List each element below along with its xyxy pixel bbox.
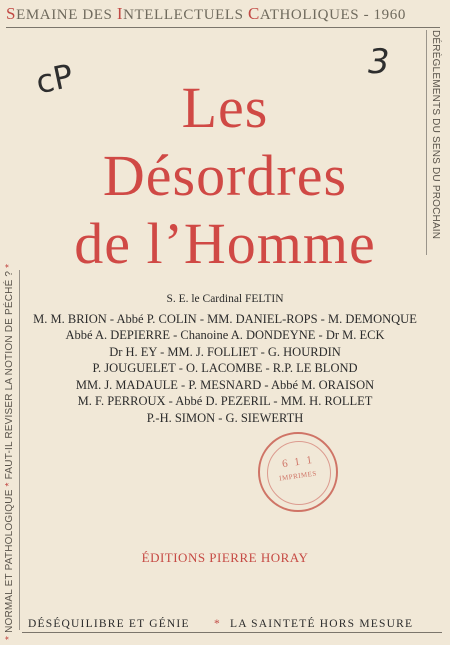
publisher-name: ÉDITIONS PIERRE HORAY xyxy=(141,550,309,565)
series-header xyxy=(6,2,446,26)
contributor-line: MM. J. MADAULE - P. MESNARD - Abbé M. ORAISON xyxy=(75,377,375,392)
contributor-line: Dr H. EY - MM. J. FOLLIET - G. HOURDIN xyxy=(109,344,341,359)
series-initial-s: S xyxy=(6,4,17,23)
stamp-text-2: IMPRIMES xyxy=(278,469,318,483)
contributor-line: P.-H. SIMON - G. SIEWERTH xyxy=(146,410,304,425)
bottom-topic-left: DÉSÉQUILIBRE ET GÉNIE xyxy=(28,618,190,630)
handwritten-mark: cP xyxy=(32,56,77,102)
contributor-lead: S. E. le Cardinal FELTIN xyxy=(166,293,284,305)
left-star-3: * xyxy=(4,263,15,268)
series-initial-c: C xyxy=(247,4,260,23)
right-side-text: DÉRÈGLEMENTS DU SENS DU PROCHAIN xyxy=(430,30,441,240)
handwritten-number: 3 xyxy=(368,42,390,82)
bottom-star: * xyxy=(214,618,221,630)
left-side-strip xyxy=(0,263,20,640)
left-star-2: * xyxy=(4,482,15,487)
contributor-line: P. JOUGUELET - O. LACOMBE - R.P. LE BLOND xyxy=(92,361,358,375)
title-line-1: Les xyxy=(181,75,269,140)
top-rule xyxy=(6,27,440,28)
series-word-semaine: EMAINE DES xyxy=(16,7,117,23)
left-topic-1: NORMAL ET PATHOLOGIQUE xyxy=(4,489,15,633)
series-word-catholiques: ATHOLIQUES - 1960 xyxy=(259,7,406,23)
series-initial-i: I xyxy=(116,4,124,23)
left-side-text xyxy=(0,263,20,640)
contributors-block xyxy=(20,291,430,426)
left-star-1: * xyxy=(4,635,15,640)
contributor-line: M. M. BRION - Abbé P. COLIN - MM. DANIEL-ROPS - M. DEMONQUE xyxy=(33,311,417,326)
bottom-topic-right: LA SAINTETÉ HORS MESURE xyxy=(230,618,414,630)
bottom-rule xyxy=(22,632,442,633)
contributor-line: M. F. PERROUX - Abbé D. PEZERIL - MM. H. ROLLET xyxy=(77,394,373,408)
contributor-line: Abbé A. DEPIERRE - Chanoine A. DONDEYNE - Dr M. ECK xyxy=(65,328,385,342)
series-word-intellectuels: NTELLECTUELS xyxy=(123,7,248,23)
title-line-2: Désordres xyxy=(102,143,348,208)
library-stamp xyxy=(258,432,338,512)
stamp-text-1: 6 1 1 xyxy=(281,453,315,471)
title-line-3: de l’Homme xyxy=(74,211,376,276)
left-topic-2: FAUT-IL REVISER LA NOTION DE PÉCHÉ ? xyxy=(4,270,15,480)
